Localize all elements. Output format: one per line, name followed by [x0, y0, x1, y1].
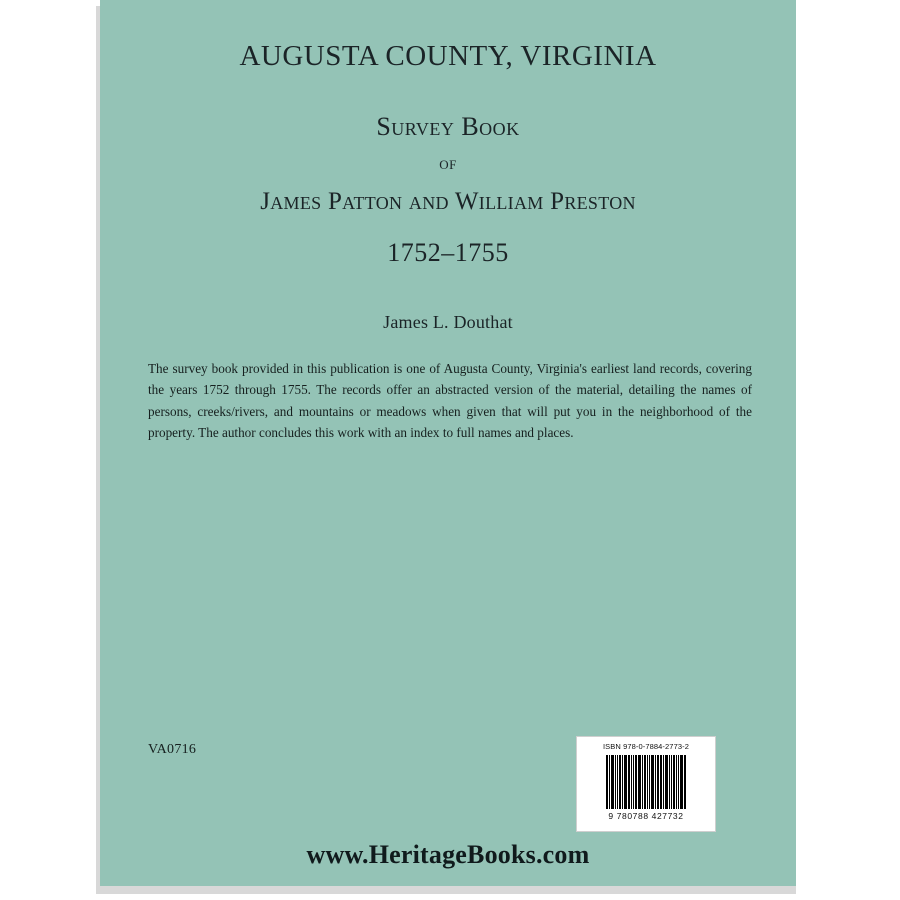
subtitle-years: 1752–1755 — [387, 238, 509, 267]
publisher-website: www.HeritageBooks.com — [306, 840, 590, 869]
sku-code: VA0716 — [148, 742, 197, 757]
subtitle-authors: James Patton and William Preston — [260, 188, 636, 215]
page-title: AUGUSTA COUNTY, VIRGINIA — [239, 40, 657, 72]
author-name: James L. Douthat — [383, 312, 513, 332]
subtitle-of: of — [439, 153, 457, 173]
book-cover — [100, 0, 796, 886]
barcode — [576, 736, 716, 832]
subtitle-survey-book: Survey Book — [376, 112, 520, 141]
isbn-label: ISBN 978-0-7884-2773-2 — [602, 742, 689, 751]
barcode-digits: 9 780788 427732 — [608, 811, 684, 821]
barcode-bars — [583, 755, 709, 809]
description-text: The survey book provided in this publication is one of Augusta County, Virginia's earliest land records, covering the years 1752 through 1755. The records offer an abstracted version of the material, detailing the names of persons, creeks/rivers, and mountains or meadows when given that will put you in the neighborhood of the property. The author concludes this work with an index to full names and places. — [148, 361, 752, 441]
